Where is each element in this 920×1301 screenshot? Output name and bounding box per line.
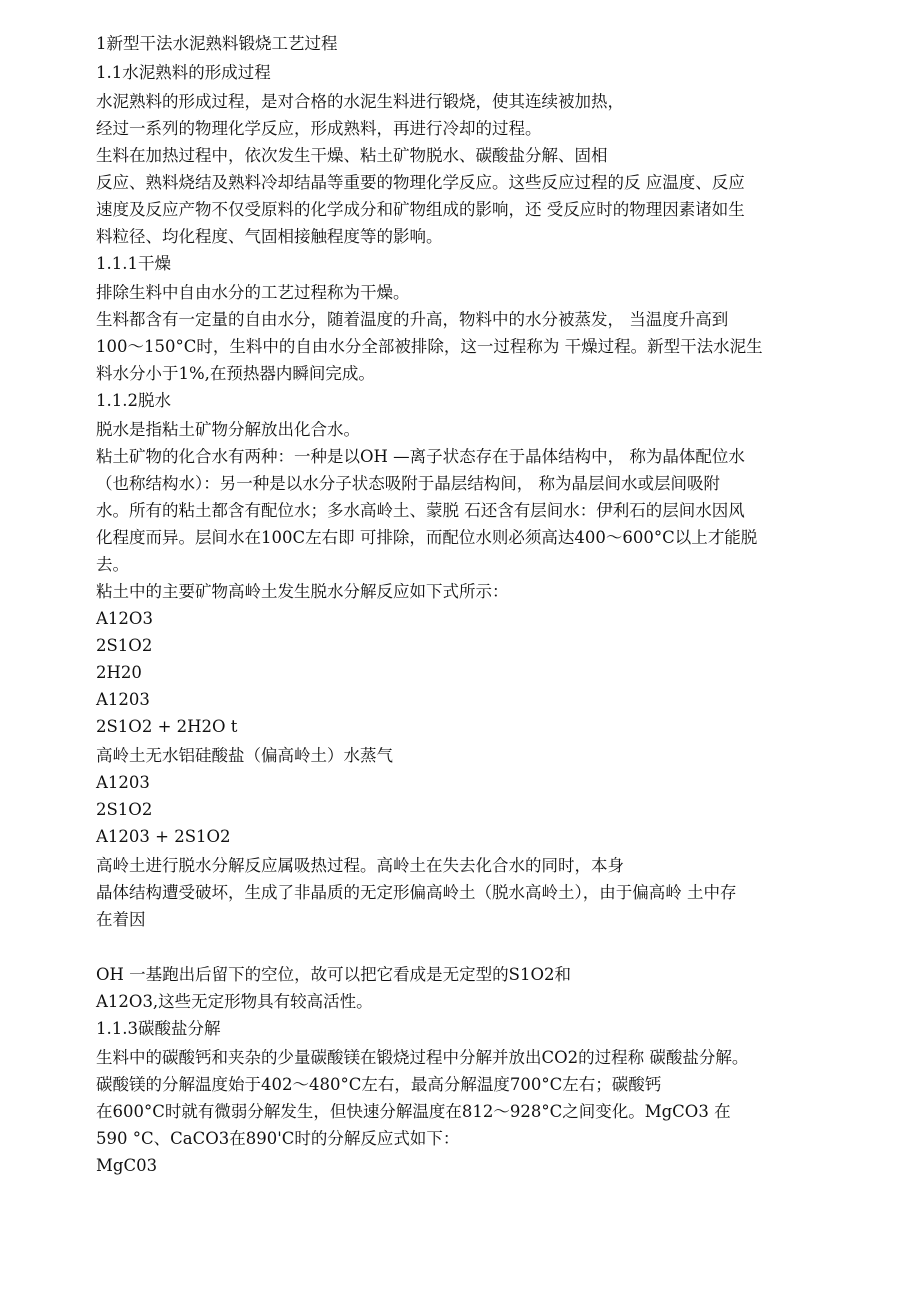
paragraph-line: OH 一基跑出后留下的空位，故可以把它看成是无定型的S1O2和 bbox=[96, 965, 571, 984]
paragraph-line: A12O3,这些无定形物具有较高活性。 bbox=[96, 992, 373, 1011]
paragraph-line: 生料都含有一定量的自由水分，随着温度的升高，物料中的水分被蒸发， 当温度升高到 bbox=[96, 310, 729, 329]
paragraph-line: 100～150°C时，生料中的自由水分全部被排除，这一过程称为 干燥过程。新型干法水泥生 bbox=[96, 337, 763, 356]
formula-line: A1203 bbox=[96, 773, 150, 792]
paragraph-line: 水泥熟料的形成过程，是对合格的水泥生料进行锻烧，使其连续被加热， bbox=[96, 92, 624, 111]
paragraph-line: 速度及反应产物不仅受原料的化学成分和矿物组成的影响，还 受反应时的物理因素诸如生 bbox=[96, 200, 745, 219]
document-page bbox=[96, 30, 796, 1179]
paragraph-line: （也称结构水）：另一种是以水分子状态吸附于晶层结构间， 称为晶层间水或层间吸附 bbox=[96, 474, 720, 493]
paragraph-line: 去。 bbox=[96, 555, 129, 574]
section-heading-1-1-2: 1.1.2脱水 bbox=[96, 391, 171, 410]
chapter-title: 1新型干法水泥熟料锻烧工艺过程 bbox=[96, 34, 338, 53]
paragraph-line: 反应、熟料烧结及熟料冷却结晶等重要的物理化学反应。这些反应过程的反 应温度、反应 bbox=[96, 173, 745, 192]
formula-line: MgC03 bbox=[96, 1156, 158, 1175]
paragraph-line: 脱水是指粘土矿物分解放出化合水。 bbox=[96, 420, 360, 439]
paragraph-line: 生料在加热过程中，依次发生干燥、粘土矿物脱水、碳酸盐分解、固相 bbox=[96, 146, 608, 165]
formula-line: 2H20 bbox=[96, 663, 142, 682]
formula-line: A1203 + 2S1O2 bbox=[96, 827, 231, 846]
formula-line: 2S1O2 bbox=[96, 636, 153, 655]
paragraph-line: 料水分小于1%,在预热器内瞬间完成。 bbox=[96, 364, 375, 383]
paragraph-line: 在着因 bbox=[96, 910, 146, 929]
formula-line: A12O3 bbox=[96, 609, 153, 628]
formula-line: A1203 bbox=[96, 690, 150, 709]
formula-line: 2S1O2 bbox=[96, 800, 153, 819]
paragraph-line: 料粒径、均化程度、气固相接触程度等的影响。 bbox=[96, 227, 443, 246]
section-heading-1-1: 1.1水泥熟料的形成过程 bbox=[96, 63, 271, 82]
paragraph-line: 排除生料中自由水分的工艺过程称为干燥。 bbox=[96, 283, 410, 302]
formula-line: 2S1O2 + 2H2O t bbox=[96, 717, 238, 736]
paragraph-line: 590 °C、CaCO3在890'C时的分解反应式如下： bbox=[96, 1129, 460, 1148]
paragraph-line: 粘土中的主要矿物高岭土发生脱水分解反应如下式所示： bbox=[96, 582, 509, 601]
paragraph-line: 在600°C时就有微弱分解发生，但快速分解温度在812～928°C之间变化。MgCO3 在 bbox=[96, 1102, 731, 1121]
paragraph-line: 碳酸镁的分解温度始于402～480°C左右，最高分解温度700°C左右；碳酸钙 bbox=[96, 1075, 662, 1094]
section-heading-1-1-3: 1.1.3碳酸盐分解 bbox=[96, 1019, 221, 1038]
paragraph-line: 经过一系列的物理化学反应，形成熟料，再进行冷却的过程。 bbox=[96, 119, 542, 138]
paragraph-line: 生料中的碳酸钙和夹杂的少量碳酸镁在锻烧过程中分解并放出CO2的过程称 碳酸盐分解。 bbox=[96, 1048, 749, 1067]
paragraph-line: 化程度而异。层间水在100C左右即 可排除，而配位水则必须高达400～600°C以上才能脱 bbox=[96, 528, 758, 547]
paragraph-line: 水。所有的粘土都含有配位水；多水高岭土、蒙脱 石还含有层间水：伊利石的层间水因风 bbox=[96, 501, 745, 520]
paragraph-line: 高岭土进行脱水分解反应属吸热过程。高岭土在失去化合水的同时，本身 bbox=[96, 856, 624, 875]
paragraph-line: 高岭土无水铝硅酸盐（偏高岭土）水蒸气 bbox=[96, 746, 393, 765]
paragraph-line: 晶体结构遭受破坏，生成了非晶质的无定形偏高岭土（脱水高岭土），由于偏高岭 土中存 bbox=[96, 883, 737, 902]
section-heading-1-1-1: 1.1.1干燥 bbox=[96, 254, 171, 273]
paragraph-line: 粘土矿物的化合水有两种：一种是以OH —离子状态存在于晶体结构中， 称为晶体配位水 bbox=[96, 447, 745, 466]
